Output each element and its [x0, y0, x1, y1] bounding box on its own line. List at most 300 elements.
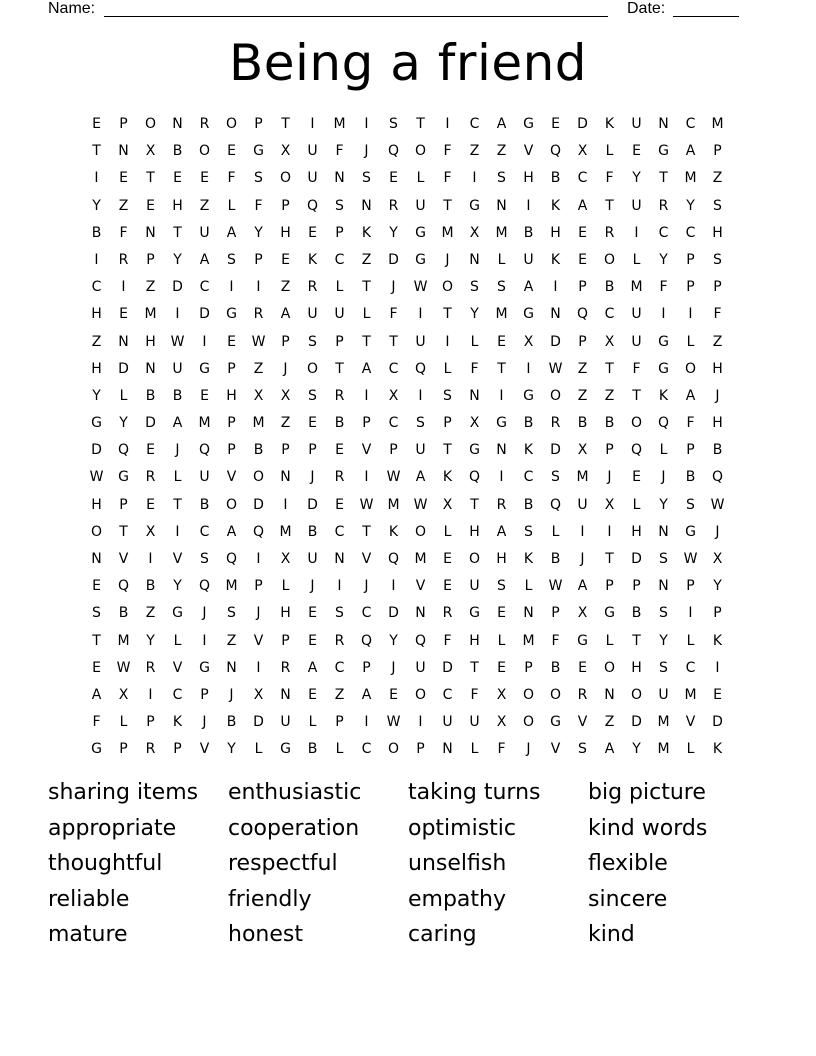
grid-letter[interactable]: E [200, 170, 209, 187]
grid-letter[interactable]: D [253, 714, 264, 731]
grid-letter[interactable]: L [470, 741, 479, 758]
grid-letter[interactable]: I [148, 686, 153, 703]
grid-letter[interactable]: T [443, 197, 452, 214]
grid-letter[interactable]: E [713, 686, 722, 703]
grid-letter[interactable]: C [658, 224, 669, 241]
grid-letter[interactable]: P [713, 143, 722, 160]
grid-letter[interactable]: T [119, 523, 128, 540]
grid-letter[interactable]: J [445, 251, 450, 268]
grid-letter[interactable]: B [523, 224, 534, 241]
grid-letter[interactable]: C [577, 170, 588, 187]
grid-letter[interactable]: T [362, 279, 371, 296]
grid-letter[interactable]: S [497, 578, 506, 595]
grid-letter[interactable]: E [308, 605, 317, 622]
grid-letter[interactable]: O [549, 686, 562, 703]
grid-letter[interactable]: E [308, 415, 317, 432]
grid-letter[interactable]: I [418, 387, 423, 404]
grid-letter[interactable]: I [148, 551, 153, 567]
grid-letter[interactable]: L [686, 632, 695, 649]
grid-letter[interactable]: C [172, 686, 183, 703]
grid-letter[interactable]: Q [414, 632, 427, 649]
grid-letter[interactable]: S [416, 415, 425, 432]
grid-letter[interactable]: B [253, 442, 264, 459]
grid-letter[interactable]: H [469, 523, 480, 540]
grid-letter[interactable]: U [307, 170, 318, 187]
grid-letter[interactable]: R [199, 116, 210, 132]
grid-letter[interactable]: D [631, 551, 642, 567]
grid-letter[interactable]: F [335, 143, 344, 160]
grid-letter[interactable]: D [577, 116, 588, 132]
grid-letter[interactable]: P [281, 632, 290, 649]
grid-letter[interactable]: L [254, 741, 263, 758]
grid-letter[interactable]: X [280, 143, 291, 160]
grid-letter[interactable]: E [146, 442, 155, 459]
grid-letter[interactable]: T [470, 496, 479, 513]
grid-letter[interactable]: Y [659, 251, 668, 268]
grid-letter[interactable]: C [334, 523, 345, 540]
grid-letter[interactable]: X [604, 496, 615, 513]
grid-letter[interactable]: V [226, 469, 237, 486]
grid-letter[interactable]: P [281, 442, 290, 459]
grid-letter[interactable]: I [202, 333, 207, 350]
grid-letter[interactable]: N [550, 306, 561, 323]
grid-letter[interactable]: L [659, 442, 668, 459]
grid-letter[interactable]: R [118, 251, 129, 268]
grid-letter[interactable]: J [175, 442, 180, 459]
grid-letter[interactable]: N [442, 741, 453, 758]
grid-letter[interactable]: P [254, 251, 263, 268]
grid-letter[interactable]: S [713, 251, 722, 268]
grid-letter[interactable]: Q [711, 469, 724, 486]
grid-letter[interactable]: Y [632, 741, 641, 758]
grid-letter[interactable]: N [280, 469, 291, 486]
grid-letter[interactable]: Y [389, 224, 398, 241]
grid-letter[interactable]: I [634, 224, 639, 241]
grid-letter[interactable]: U [415, 659, 426, 676]
grid-letter[interactable]: P [632, 578, 641, 595]
grid-letter[interactable]: S [659, 659, 668, 676]
grid-letter[interactable]: N [118, 143, 129, 160]
grid-letter[interactable]: S [389, 116, 398, 132]
grid-letter[interactable]: B [307, 523, 318, 540]
grid-letter[interactable]: I [499, 387, 504, 404]
grid-letter[interactable]: P [254, 116, 263, 132]
grid-letter[interactable]: N [496, 197, 507, 214]
grid-letter[interactable]: N [415, 605, 426, 622]
grid-letter[interactable]: W [170, 333, 185, 350]
grid-letter[interactable]: Q [576, 306, 589, 323]
grid-letter[interactable]: A [604, 741, 615, 758]
grid-letter[interactable]: O [522, 686, 535, 703]
grid-letter[interactable]: Z [577, 387, 588, 404]
grid-letter[interactable]: I [337, 578, 342, 595]
grid-letter[interactable]: D [145, 415, 156, 432]
grid-letter[interactable]: I [256, 551, 261, 567]
grid-letter[interactable]: M [198, 415, 211, 432]
grid-letter[interactable]: G [550, 714, 561, 731]
grid-letter[interactable]: Z [712, 170, 723, 187]
grid-letter[interactable]: Q [252, 523, 265, 540]
grid-letter[interactable]: D [253, 496, 264, 513]
grid-letter[interactable]: M [657, 714, 670, 731]
grid-letter[interactable]: B [577, 415, 588, 432]
grid-letter[interactable]: T [92, 143, 101, 160]
grid-letter[interactable]: R [388, 197, 399, 214]
grid-letter[interactable]: S [686, 496, 695, 513]
grid-letter[interactable]: C [199, 523, 210, 540]
grid-letter[interactable]: T [173, 496, 182, 513]
grid-letter[interactable]: N [334, 170, 345, 187]
grid-letter[interactable]: E [551, 116, 560, 132]
grid-letter[interactable]: H [469, 632, 480, 649]
grid-letter[interactable]: I [121, 279, 126, 296]
grid-letter[interactable]: C [442, 686, 453, 703]
grid-letter[interactable]: K [604, 116, 615, 132]
grid-letter[interactable]: K [523, 442, 534, 459]
grid-letter[interactable]: U [631, 306, 642, 323]
grid-letter[interactable]: S [254, 170, 263, 187]
grid-letter[interactable]: H [631, 659, 642, 676]
grid-letter[interactable]: B [172, 143, 183, 160]
grid-letter[interactable]: I [499, 469, 504, 486]
grid-letter[interactable]: T [281, 116, 290, 132]
grid-letter[interactable]: H [91, 360, 102, 377]
grid-letter[interactable]: X [577, 442, 588, 459]
grid-letter[interactable]: A [226, 224, 237, 241]
grid-letter[interactable]: M [576, 469, 589, 486]
grid-letter[interactable]: G [172, 605, 183, 622]
grid-letter[interactable]: S [659, 551, 668, 567]
grid-letter[interactable]: Z [496, 143, 507, 160]
grid-letter[interactable]: D [550, 442, 561, 459]
grid-letter[interactable]: W [683, 551, 698, 567]
grid-letter[interactable]: T [443, 306, 452, 323]
grid-letter[interactable]: S [659, 605, 668, 622]
grid-letter[interactable]: J [391, 659, 396, 676]
grid-letter[interactable]: M [495, 306, 508, 323]
grid-letter[interactable]: N [226, 659, 237, 676]
grid-letter[interactable]: L [551, 523, 560, 540]
grid-letter[interactable]: Z [145, 605, 156, 622]
grid-letter[interactable]: G [523, 306, 534, 323]
grid-letter[interactable]: W [710, 496, 725, 513]
grid-letter[interactable]: O [414, 686, 427, 703]
grid-letter[interactable]: A [496, 523, 507, 540]
grid-letter[interactable]: R [577, 686, 588, 703]
grid-letter[interactable]: U [307, 551, 318, 567]
grid-letter[interactable]: E [578, 224, 587, 241]
grid-letter[interactable]: N [658, 523, 669, 540]
grid-letter[interactable]: F [389, 306, 398, 323]
grid-letter[interactable]: K [361, 224, 372, 241]
grid-letter[interactable]: M [144, 306, 157, 323]
grid-letter[interactable]: P [227, 360, 236, 377]
grid-letter[interactable]: T [92, 632, 101, 649]
grid-letter[interactable]: K [550, 197, 561, 214]
grid-letter[interactable]: C [91, 279, 102, 296]
grid-letter[interactable]: E [578, 251, 587, 268]
grid-letter[interactable]: E [443, 578, 452, 595]
grid-letter[interactable]: R [145, 659, 156, 676]
grid-letter[interactable]: Y [146, 632, 155, 649]
grid-letter[interactable]: W [386, 714, 401, 731]
grid-letter[interactable]: C [199, 279, 210, 296]
grid-letter[interactable]: G [604, 605, 615, 622]
grid-letter[interactable]: F [497, 741, 506, 758]
grid-letter[interactable]: O [225, 496, 238, 513]
grid-letter[interactable]: P [686, 578, 695, 595]
grid-letter[interactable]: W [548, 578, 563, 595]
grid-letter[interactable]: V [118, 551, 129, 567]
date-blank-line[interactable] [673, 16, 739, 17]
grid-letter[interactable]: P [578, 279, 587, 296]
grid-letter[interactable]: X [469, 415, 480, 432]
grid-letter[interactable]: O [441, 279, 454, 296]
grid-letter[interactable]: C [334, 251, 345, 268]
grid-letter[interactable]: I [688, 605, 693, 622]
grid-letter[interactable]: L [335, 279, 344, 296]
grid-letter[interactable]: E [632, 143, 641, 160]
grid-letter[interactable]: F [254, 197, 263, 214]
grid-letter[interactable]: B [604, 415, 615, 432]
grid-letter[interactable]: X [253, 686, 264, 703]
grid-letter[interactable]: V [577, 714, 588, 731]
grid-letter[interactable]: Z [280, 415, 291, 432]
grid-letter[interactable]: L [173, 469, 182, 486]
grid-letter[interactable]: Z [91, 333, 102, 350]
grid-letter[interactable]: W [116, 659, 131, 676]
grid-letter[interactable]: F [443, 170, 452, 187]
grid-letter[interactable]: S [497, 279, 506, 296]
grid-letter[interactable]: T [335, 360, 344, 377]
grid-letter[interactable]: I [472, 170, 477, 187]
grid-letter[interactable]: K [712, 741, 723, 758]
grid-letter[interactable]: L [605, 632, 614, 649]
grid-letter[interactable]: H [280, 605, 291, 622]
grid-letter[interactable]: G [415, 251, 426, 268]
grid-letter[interactable]: E [497, 659, 506, 676]
grid-letter[interactable]: H [523, 170, 534, 187]
grid-letter[interactable]: E [146, 197, 155, 214]
grid-letter[interactable]: Z [577, 360, 588, 377]
grid-letter[interactable]: D [631, 714, 642, 731]
grid-letter[interactable]: P [281, 197, 290, 214]
grid-letter[interactable]: U [469, 714, 480, 731]
grid-letter[interactable]: O [252, 469, 265, 486]
grid-letter[interactable]: W [548, 360, 563, 377]
grid-letter[interactable]: Y [389, 632, 398, 649]
grid-letter[interactable]: B [631, 605, 642, 622]
grid-letter[interactable]: P [578, 333, 587, 350]
grid-letter[interactable]: L [686, 741, 695, 758]
grid-letter[interactable]: N [658, 578, 669, 595]
grid-letter[interactable]: Q [549, 143, 562, 160]
grid-letter[interactable]: G [685, 523, 696, 540]
grid-letter[interactable]: B [550, 170, 561, 187]
grid-letter[interactable]: X [118, 686, 129, 703]
grid-letter[interactable]: C [469, 116, 480, 132]
grid-letter[interactable]: Y [119, 415, 128, 432]
grid-letter[interactable]: P [146, 714, 155, 731]
grid-letter[interactable]: I [661, 306, 666, 323]
grid-letter[interactable]: I [256, 659, 261, 676]
grid-letter[interactable]: E [335, 442, 344, 459]
grid-letter[interactable]: Q [117, 442, 130, 459]
grid-letter[interactable]: P [146, 251, 155, 268]
name-blank-line[interactable] [104, 16, 608, 17]
grid-letter[interactable]: E [632, 469, 641, 486]
grid-letter[interactable]: Y [713, 578, 722, 595]
grid-letter[interactable]: F [659, 279, 668, 296]
grid-letter[interactable]: S [92, 605, 101, 622]
grid-letter[interactable]: V [685, 714, 696, 731]
grid-letter[interactable]: O [603, 659, 616, 676]
grid-letter[interactable]: I [688, 306, 693, 323]
grid-letter[interactable]: V [415, 578, 426, 595]
grid-letter[interactable]: G [658, 360, 669, 377]
grid-letter[interactable]: X [523, 333, 534, 350]
grid-letter[interactable]: T [632, 387, 641, 404]
grid-letter[interactable]: H [631, 523, 642, 540]
grid-letter[interactable]: O [630, 415, 643, 432]
grid-letter[interactable]: L [281, 578, 290, 595]
grid-letter[interactable]: F [92, 714, 101, 731]
grid-letter[interactable]: N [658, 116, 669, 132]
grid-letter[interactable]: P [119, 741, 128, 758]
grid-letter[interactable]: G [280, 741, 291, 758]
grid-letter[interactable]: O [279, 170, 292, 187]
grid-letter[interactable]: R [442, 605, 453, 622]
grid-letter[interactable]: M [522, 632, 535, 649]
grid-letter[interactable]: F [551, 632, 560, 649]
grid-letter[interactable]: M [414, 551, 427, 567]
grid-letter[interactable]: G [496, 415, 507, 432]
grid-letter[interactable]: N [91, 551, 102, 567]
grid-letter[interactable]: B [226, 714, 237, 731]
grid-letter[interactable]: J [526, 741, 531, 758]
grid-letter[interactable]: G [469, 442, 480, 459]
grid-letter[interactable]: R [253, 306, 264, 323]
grid-letter[interactable]: P [686, 442, 695, 459]
grid-letter[interactable]: U [307, 306, 318, 323]
grid-letter[interactable]: J [715, 387, 720, 404]
grid-letter[interactable]: Z [253, 360, 264, 377]
grid-letter[interactable]: B [685, 469, 696, 486]
grid-letter[interactable]: I [607, 523, 612, 540]
grid-letter[interactable]: A [361, 360, 372, 377]
grid-letter[interactable]: D [388, 251, 399, 268]
grid-letter[interactable]: K [658, 387, 669, 404]
grid-letter[interactable]: P [281, 333, 290, 350]
grid-letter[interactable]: S [578, 741, 587, 758]
grid-letter[interactable]: K [523, 551, 534, 567]
grid-letter[interactable]: E [497, 605, 506, 622]
grid-letter[interactable]: O [684, 360, 697, 377]
grid-letter[interactable]: G [415, 224, 426, 241]
grid-letter[interactable]: O [414, 523, 427, 540]
grid-letter[interactable]: N [280, 686, 291, 703]
grid-letter[interactable]: I [310, 116, 315, 132]
grid-letter[interactable]: S [362, 170, 371, 187]
grid-letter[interactable]: I [364, 714, 369, 731]
grid-letter[interactable]: E [119, 306, 128, 323]
grid-letter[interactable]: Q [198, 442, 211, 459]
grid-letter[interactable]: I [283, 496, 288, 513]
grid-letter[interactable]: L [119, 387, 128, 404]
grid-letter[interactable]: B [118, 605, 129, 622]
grid-letter[interactable]: D [118, 360, 129, 377]
grid-letter[interactable]: J [580, 551, 585, 567]
grid-letter[interactable]: N [118, 333, 129, 350]
grid-letter[interactable]: N [145, 360, 156, 377]
grid-letter[interactable]: Y [686, 197, 695, 214]
grid-letter[interactable]: J [661, 469, 666, 486]
grid-letter[interactable]: U [415, 333, 426, 350]
grid-letter[interactable]: Y [659, 496, 668, 513]
grid-letter[interactable]: E [227, 333, 236, 350]
grid-letter[interactable]: L [416, 170, 425, 187]
grid-letter[interactable]: G [253, 143, 264, 160]
grid-letter[interactable]: Y [659, 632, 668, 649]
grid-letter[interactable]: Q [387, 143, 400, 160]
grid-letter[interactable]: T [146, 170, 155, 187]
grid-letter[interactable]: D [172, 279, 183, 296]
grid-letter[interactable]: M [279, 523, 292, 540]
grid-letter[interactable]: S [227, 251, 236, 268]
grid-letter[interactable]: V [361, 442, 372, 459]
grid-letter[interactable]: C [388, 415, 399, 432]
grid-letter[interactable]: S [470, 279, 479, 296]
grid-letter[interactable]: T [470, 659, 479, 676]
grid-letter[interactable]: S [713, 197, 722, 214]
grid-letter[interactable]: O [468, 551, 481, 567]
grid-letter[interactable]: N [604, 686, 615, 703]
grid-letter[interactable]: M [225, 578, 238, 595]
grid-letter[interactable]: J [310, 469, 315, 486]
grid-letter[interactable]: P [227, 442, 236, 459]
grid-letter[interactable]: A [307, 659, 318, 676]
grid-letter[interactable]: N [523, 605, 534, 622]
grid-letter[interactable]: T [362, 523, 371, 540]
grid-letter[interactable]: H [712, 415, 723, 432]
grid-letter[interactable]: V [550, 741, 561, 758]
grid-letter[interactable]: I [256, 279, 261, 296]
grid-letter[interactable]: K [172, 714, 183, 731]
grid-letter[interactable]: X [577, 605, 588, 622]
grid-letter[interactable]: L [227, 197, 236, 214]
grid-letter[interactable]: O [414, 143, 427, 160]
grid-letter[interactable]: T [497, 360, 506, 377]
grid-letter[interactable]: V [361, 551, 372, 567]
grid-letter[interactable]: P [524, 659, 533, 676]
grid-letter[interactable]: K [712, 632, 723, 649]
grid-letter[interactable]: I [202, 632, 207, 649]
grid-letter[interactable]: S [335, 605, 344, 622]
grid-letter[interactable]: E [578, 659, 587, 676]
grid-letter[interactable]: I [175, 523, 180, 540]
grid-letter[interactable]: I [553, 279, 558, 296]
grid-letter[interactable]: N [334, 551, 345, 567]
grid-letter[interactable]: T [605, 197, 614, 214]
grid-letter[interactable]: G [577, 632, 588, 649]
grid-letter[interactable]: W [359, 496, 374, 513]
grid-letter[interactable]: Y [470, 306, 479, 323]
grid-letter[interactable]: H [91, 496, 102, 513]
grid-letter[interactable]: W [413, 279, 428, 296]
grid-letter[interactable]: B [307, 741, 318, 758]
grid-letter[interactable]: H [496, 551, 507, 567]
grid-letter[interactable]: R [334, 632, 345, 649]
